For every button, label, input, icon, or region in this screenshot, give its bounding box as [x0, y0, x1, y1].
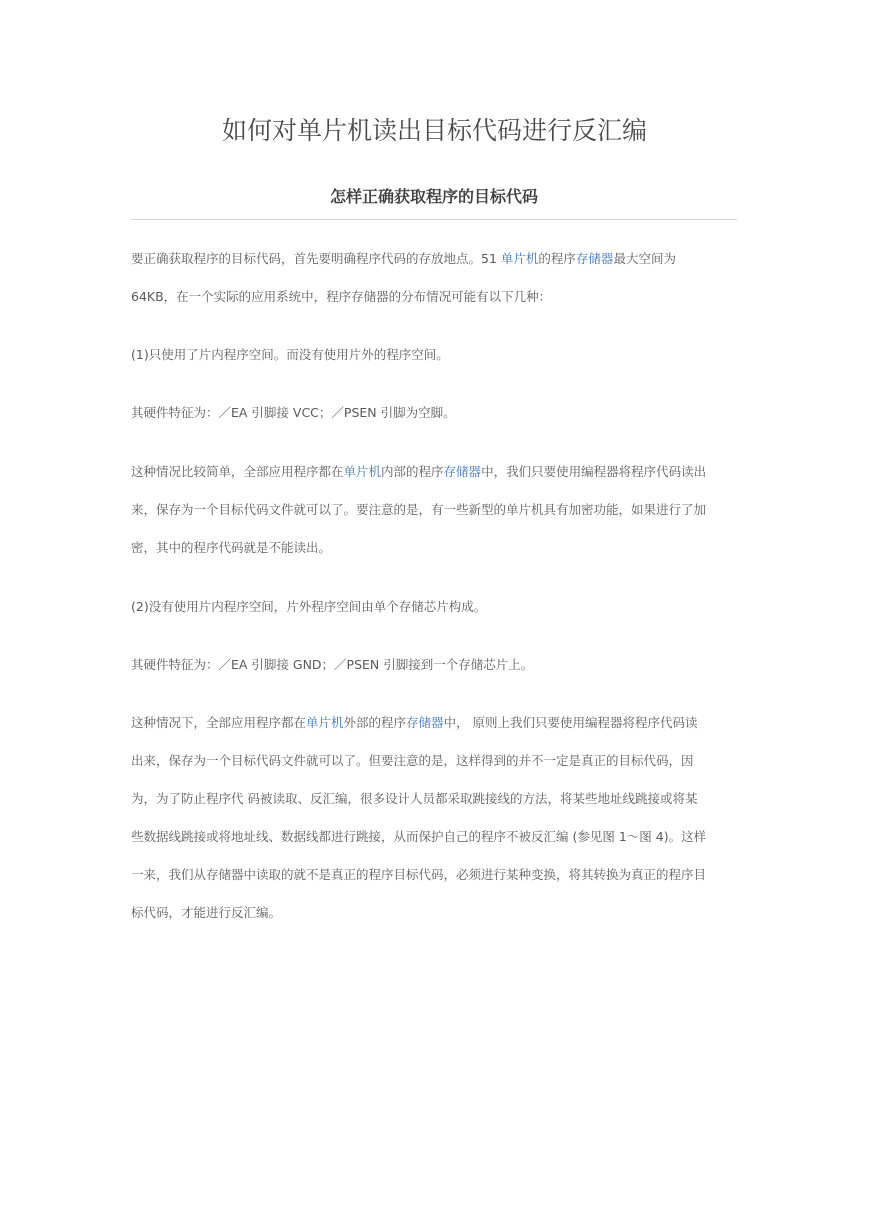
link-memory[interactable]: 存储器 — [443, 464, 482, 479]
text-run: 中，我们只要使用编程器将程序代码读出 — [481, 464, 707, 479]
paragraph-case-2-detail — [131, 704, 737, 932]
paragraph-case-2-hardware — [131, 646, 737, 684]
section-heading: 怎样正确获取程序的目标代码 — [329, 187, 538, 206]
paragraph-case-1 — [131, 336, 737, 374]
paragraph-line — [131, 240, 737, 278]
text-run: 内部的程序 — [381, 464, 444, 479]
text-run: 这种情况比较简单，全部应用程序都在 — [131, 464, 344, 479]
paragraph-line: 密，其中的程序代码就是不能读出。 — [131, 540, 332, 555]
paragraph-line: 来，保存为一个目标代码文件就可以了。要注意的是，有一些新型的单片机具有加密功能，如果进行了加 — [131, 502, 707, 517]
text-run: 最大空间为 — [613, 251, 676, 266]
paragraph-line: (1)只使用了片内程序空间。而没有使用片外的程序空间。 — [131, 347, 449, 362]
section-divider — [131, 219, 737, 220]
paragraph-line — [131, 453, 737, 491]
paragraph-line — [131, 704, 737, 742]
paragraph-line: 标代码，才能进行反汇编。 — [131, 905, 282, 920]
text-run: 的程序 — [538, 251, 576, 266]
link-microcontroller[interactable]: 单片机 — [500, 251, 539, 266]
link-microcontroller[interactable]: 单片机 — [343, 464, 382, 479]
paragraph-intro — [131, 240, 737, 316]
link-microcontroller[interactable]: 单片机 — [306, 715, 344, 730]
paragraph-line: 为，为了防止程序代 码被读取、反汇编，很多设计人员都采取跳接线的方法，将某些地址线跳接或将某 — [131, 791, 698, 806]
paragraph-line: 一来，我们从存储器中读取的就不是真正的程序目标代码，必须进行某种变换，将其转换为真正的程序目 — [131, 867, 707, 882]
text-run: 中， 原则上我们只要使用编程器将程序代码读 — [443, 715, 698, 730]
paragraph-line: 其硬件特征为：／EA 引脚接 VCC；／PSEN 引脚为空脚。 — [131, 405, 456, 420]
paragraph-line: 些数据线跳接或将地址线、数据线都进行跳接，从而保护自己的程序不被反汇编 (参见图 1～图 4)。这样 — [131, 829, 707, 844]
paragraph-case-1-hardware — [131, 394, 737, 432]
text-run: 这种情况下，全部应用程序都在 — [131, 715, 307, 730]
text-run: 要正确获取程序的目标代码，首先要明确程序代码的存放地点。51 — [131, 251, 501, 266]
paragraph-case-1-detail — [131, 453, 737, 567]
text-run: 外部的程序 — [343, 715, 407, 730]
paragraph-line: 其硬件特征为：／EA 引脚接 GND；／PSEN 引脚接到一个存储芯片上。 — [131, 657, 534, 672]
paragraph-line: 64KB，在一个实际的应用系统中，程序存储器的分布情况可能有以下几种： — [131, 289, 552, 304]
paragraph-line: 出来，保存为一个目标代码文件就可以了。但要注意的是，这样得到的并不一定是真正的目标代码，因 — [131, 753, 694, 768]
paragraph-line: (2)没有使用片内程序空间，片外程序空间由单个存储芯片构成。 — [131, 599, 487, 614]
link-memory[interactable]: 存储器 — [406, 715, 444, 730]
page-title: 如何对单片机读出目标代码进行反汇编 — [221, 116, 647, 145]
link-memory[interactable]: 存储器 — [575, 251, 614, 266]
paragraph-case-2 — [131, 588, 737, 626]
